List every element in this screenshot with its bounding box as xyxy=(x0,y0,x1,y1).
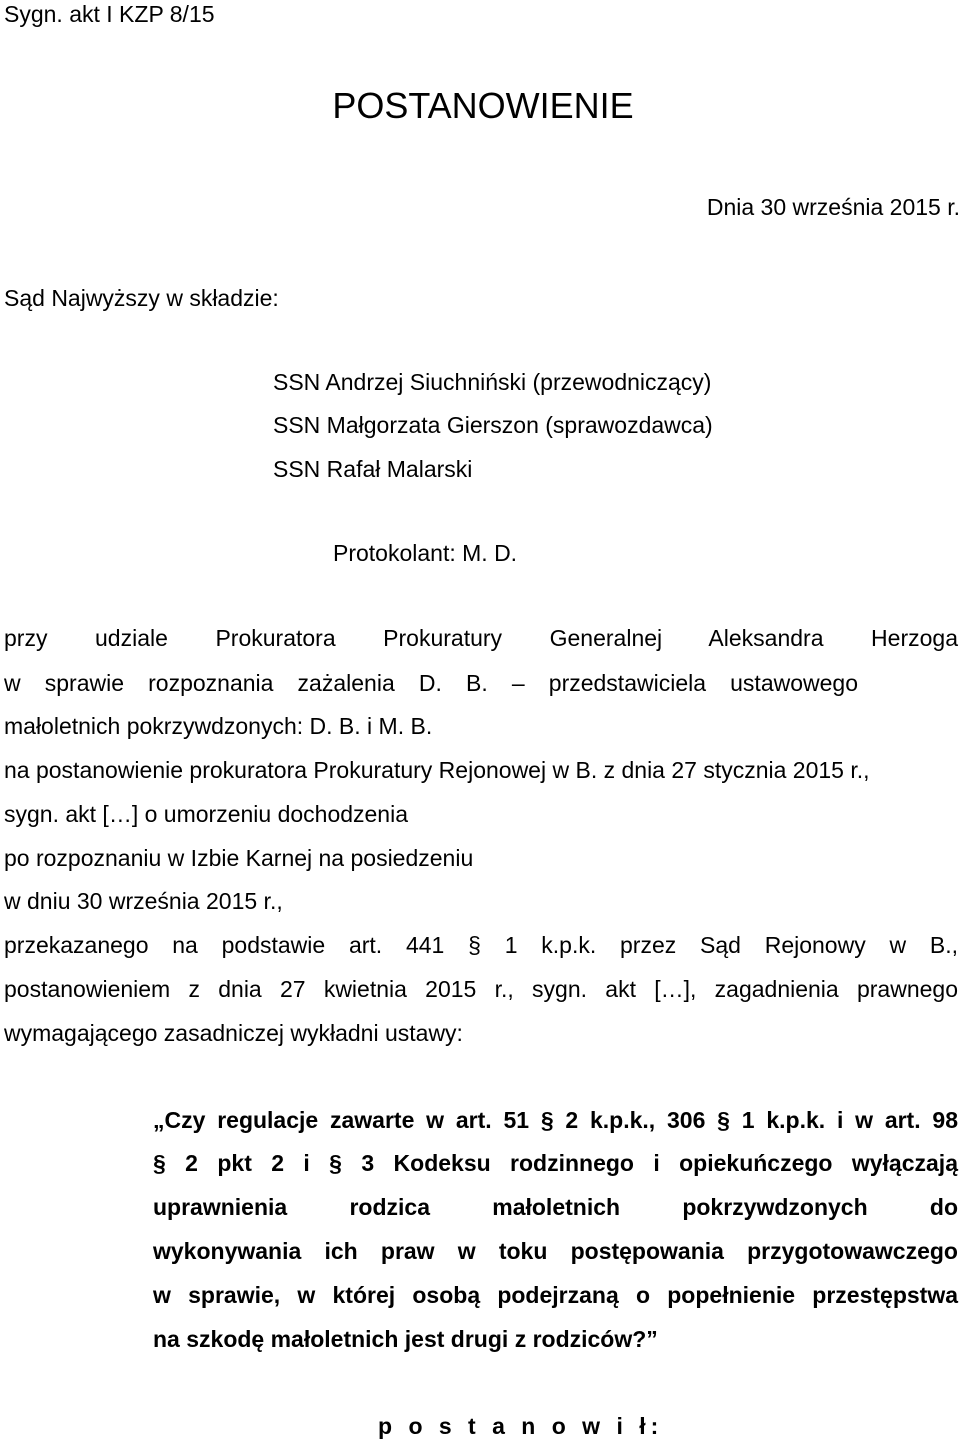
legal-question-line: w sprawie, w której osobą podejrzaną o popełnienie przestępstwa xyxy=(153,1282,958,1308)
body-line: postanowieniem z dnia 27 kwietnia 2015 r., sygn. akt […], zagadnienia prawnego xyxy=(4,976,958,1002)
body-line: przekazanego na podstawie art. 441 § 1 k.p.k. przez Sąd Rejonowy w B., xyxy=(4,932,958,958)
body-line: wymagającego zasadniczej wykładni ustawy: xyxy=(4,1020,463,1046)
court-clerk: Protokolant: M. D. xyxy=(333,540,518,566)
body-line: przy udziale Prokuratora Prokuratury Generalnej Aleksandra Herzoga xyxy=(4,625,958,651)
body-line: w dniu 30 września 2015 r., xyxy=(4,888,283,914)
body-line: na postanowienie prokuratora Prokuratury Rejonowej w B. z dnia 27 stycznia 2015 r., xyxy=(4,757,870,783)
judge-member: SSN Rafał Malarski xyxy=(273,456,473,482)
body-line: w sprawie rozpoznania zażalenia D. B. – przedstawiciela ustawowego xyxy=(4,670,858,696)
legal-question-line: § 2 pkt 2 i § 3 Kodeksu rodzinnego i opiekuńczego wyłączają xyxy=(153,1150,958,1176)
body-line: sygn. akt […] o umorzeniu dochodzenia xyxy=(4,801,409,827)
document-date: Dnia 30 września 2015 r. xyxy=(706,194,960,220)
legal-question-line: uprawnienia rodzica małoletnich pokrzywdzonych do xyxy=(153,1194,958,1220)
legal-question-line: „Czy regulacje zawarte w art. 51 § 2 k.p.k., 306 § 1 k.p.k. i w art. 98 xyxy=(153,1107,958,1133)
judge-presiding: SSN Andrzej Siuchniński (przewodniczący) xyxy=(273,369,712,395)
body-line: małoletnich pokrzywdzonych: D. B. i M. B. xyxy=(4,713,433,739)
legal-question-line: na szkodę małoletnich jest drugi z rodziców?” xyxy=(153,1326,658,1352)
judge-rapporteur: SSN Małgorzata Gierszon (sprawozdawca) xyxy=(273,412,713,438)
resolution-heading: p o s t a n o w i ł: xyxy=(378,1413,664,1439)
document-title: POSTANOWIENIE xyxy=(332,85,634,126)
legal-question-line: wykonywania ich praw w toku postępowania przygotowawczego xyxy=(153,1238,958,1264)
case-number: Sygn. akt I KZP 8/15 xyxy=(4,1,215,27)
court-composition-intro: Sąd Najwyższy w składzie: xyxy=(4,285,279,311)
body-line: po rozpoznaniu w Izbie Karnej na posiedzeniu xyxy=(4,845,474,871)
